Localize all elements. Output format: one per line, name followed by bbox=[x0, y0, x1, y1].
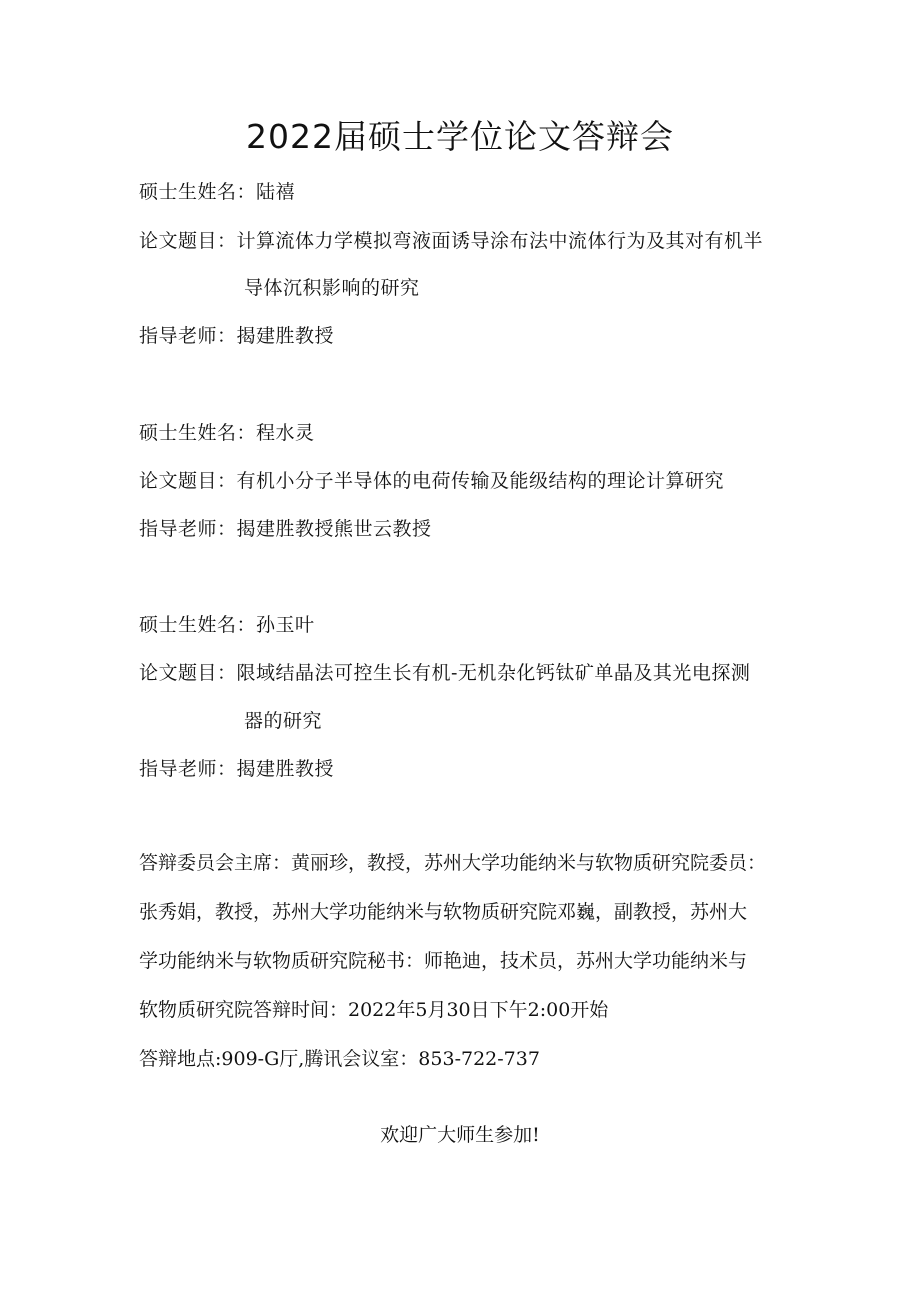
student-3-topic: 论文题目：限域结晶法可控生长有机-无机杂化钙钛矿单晶及其光电探测 bbox=[139, 662, 751, 684]
student-1-name: 硕士生姓名：陆禧 bbox=[139, 181, 296, 203]
defense-location-line: 答辩地点:909-G厅,腾讯会议室：853-722-737 bbox=[139, 1048, 540, 1070]
committee-line: 张秀娟，教授，苏州大学功能纳米与软物质研究院邓巍，副教授，苏州大 bbox=[139, 901, 748, 923]
student-3-topic-continued: 器的研究 bbox=[244, 710, 323, 732]
committee-line: 答辩委员会主席：黄丽珍，教授，苏州大学功能纳米与软物质研究院委员： bbox=[139, 852, 767, 874]
student-1-topic-continued: 导体沉积影响的研究 bbox=[244, 277, 420, 299]
student-3-advisor: 指导老师：揭建胜教授 bbox=[139, 758, 335, 780]
student-1-advisor: 指导老师：揭建胜教授 bbox=[139, 325, 335, 347]
student-1-topic: 论文题目：计算流体力学模拟弯液面诱导涂布法中流体行为及其对有机半 bbox=[139, 230, 764, 252]
student-3-name: 硕士生姓名：孙玉叶 bbox=[139, 614, 315, 636]
student-2-advisor: 指导老师：揭建胜教授熊世云教授 bbox=[139, 518, 432, 540]
committee-info bbox=[139, 839, 809, 1084]
student-2-name: 硕士生姓名：程水灵 bbox=[139, 422, 315, 444]
document-title: 2022届硕士学位论文答辩会 bbox=[246, 117, 674, 156]
closing-welcome: 欢迎广大师生参加! bbox=[380, 1124, 540, 1146]
committee-line: 学功能纳米与软物质研究院秘书：师艳迪，技术员，苏州大学功能纳米与 bbox=[139, 950, 748, 972]
defense-time-line: 软物质研究院答辩时间：2022年5月30日下午2:00开始 bbox=[139, 999, 609, 1021]
student-2-topic: 论文题目：有机小分子半导体的电荷传输及能级结构的理论计算研究 bbox=[139, 470, 725, 492]
